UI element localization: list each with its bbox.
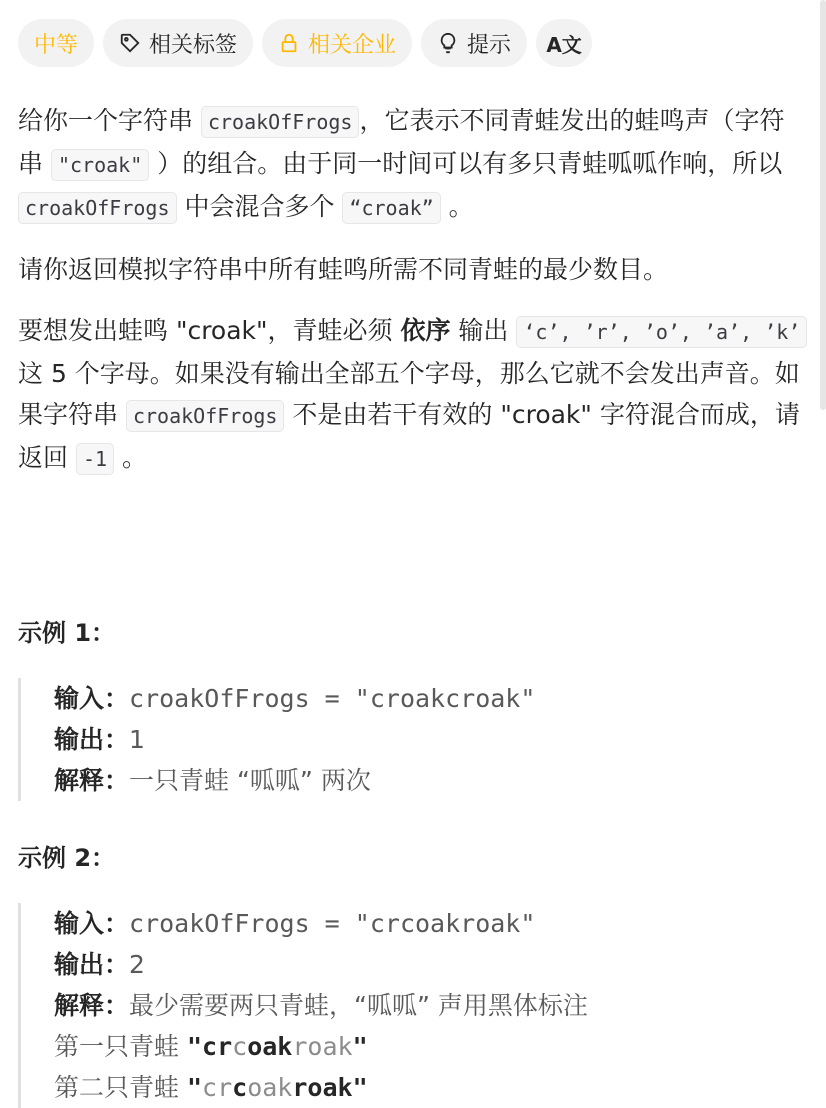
example-2-frog-1: 第一只青蛙 "crcoakroak" <box>54 1032 368 1061</box>
description-paragraph-3: 要想发出蛙鸣 "croak"，青蛙必须 依序 输出 ‘c’, ’r’, ’o’, ’a’, ’k’ 这 5 个字母。如果没有输出全部五个字母，那么它就不会发出声音。如果字符串 croakOfFrogs 不是由若干有效的 "croak" 字符混合而成，请返回 -1 。 <box>18 310 808 480</box>
inline-code: ‘c’, ’r’, ’o’, ’a’, ’k’ <box>516 316 807 348</box>
translate-button[interactable] <box>536 19 592 67</box>
tag-bar <box>18 19 592 67</box>
example-2-block <box>18 903 588 1108</box>
example-2-frog-2: 第二只青蛙 "crcoakroak" <box>54 1073 368 1102</box>
inline-code: croakOfFrogs <box>126 400 285 432</box>
translate-icon: A文 <box>546 32 582 57</box>
example-2-title: 示例 2： <box>18 844 116 872</box>
description-paragraph-1: 给你一个字符串 croakOfFrogs ，它表示不同青蛙发出的蛙鸣声（字符串 "croak" ）的组合。由于同一时间可以有多只青蛙呱呱作响，所以 croakOfFrogs 中会混合多个 “croak” 。 <box>18 100 808 229</box>
example-1-input: 输入：croakOfFrogs = "croakcroak" <box>54 684 536 713</box>
inline-code: "croak" <box>51 149 149 181</box>
example-1-block <box>18 678 535 801</box>
tag-icon <box>119 32 141 54</box>
example-1-title: 示例 1： <box>18 619 116 647</box>
scrollbar[interactable] <box>820 0 826 410</box>
inline-code: -1 <box>76 443 114 475</box>
example-2-explanation: 解释：最少需要两只青蛙，“呱呱” 声用黑体标注 <box>54 991 588 1020</box>
hint-label: 提示 <box>467 32 512 58</box>
description-paragraph-2: 请你返回模拟字符串中所有蛙鸣所需不同青蛙的最少数目。 <box>18 255 669 284</box>
difficulty-badge: 中等 <box>18 19 94 67</box>
inline-code: “croak” <box>342 192 440 224</box>
lightbulb-icon <box>437 32 459 54</box>
example-1-output: 输出：1 <box>54 725 145 754</box>
example-2-input: 输入：croakOfFrogs = "crcoakroak" <box>54 909 536 938</box>
example-1-explanation: 解释：一只青蛙 “呱呱” 两次 <box>54 766 371 795</box>
lock-icon <box>278 32 300 54</box>
inline-code: croakOfFrogs <box>201 106 360 138</box>
related-tags-button[interactable] <box>103 19 253 67</box>
inline-code: croakOfFrogs <box>18 192 177 224</box>
example-2-output: 输出：2 <box>54 950 145 979</box>
related-companies-button[interactable] <box>262 19 412 67</box>
related-tags-label: 相关标签 <box>149 32 238 58</box>
problem-description <box>18 100 808 480</box>
hint-button[interactable] <box>421 19 527 67</box>
related-companies-label: 相关企业 <box>308 32 397 58</box>
